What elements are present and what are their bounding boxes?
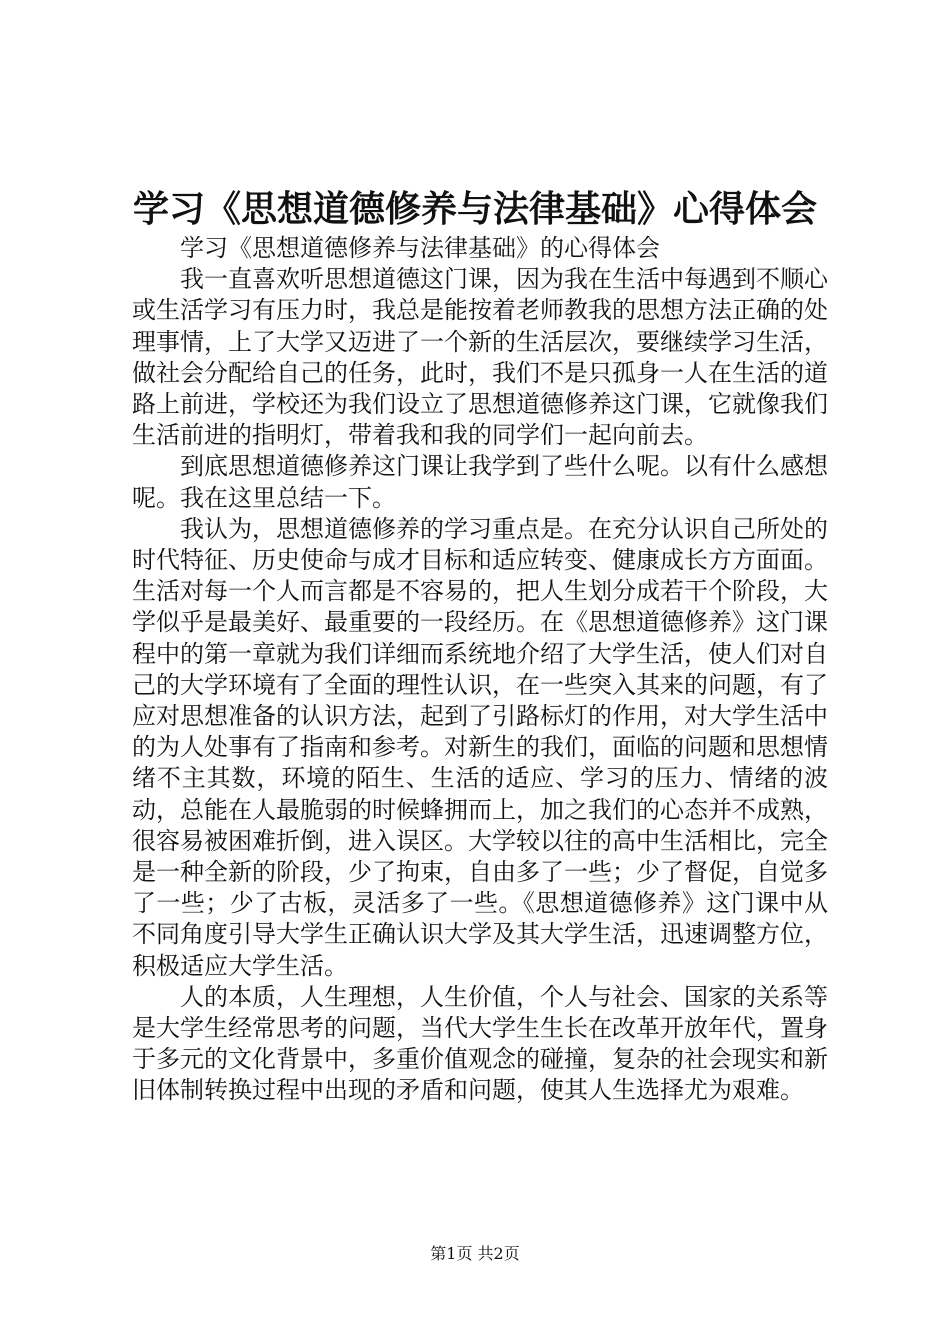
document-body [132,233,828,1107]
paragraph-intro: 我一直喜欢听思想道德这门课，因为我在生活中每遇到不顺心或生活学习有压力时，我总是能按着老师教我的思想方法正确的处理事情，上了大学又迈进了一个新的生活层次，要继续学习生活，做社会分配给自己的任务，此时，我们不是只孤身一人在生活的道路上前进，学校还为我们设立了思想道德修养这门课，它就像我们生活前进的指明灯，带着我和我的同学们一起向前去。 [132,265,828,450]
paragraph-main: 我认为，思想道德修养的学习重点是。在充分认识自己所处的时代特征、历史使命与成才目标和适应转变、健康成长方方面面。生活对每一个人而言都是不容易的，把人生划分成若干个阶段，大学似乎是最美好、最重要的一段经历。在《思想道德修养》这门课程中的第一章就为我们详细而系统地介绍了大学生活，使人们对自己的大学环境有了全面的理性认识，在一些突入其来的问题，有了应对思想准备的认识方法，起到了引路标灯的作用，对大学生活中的为人处事有了指南和参考。对新生的我们，面临的问题和思想情绪不主其数，环境的陌生、生活的适应、学习的压力、情绪的波动，总能在人最脆弱的时候蜂拥而上，加之我们的心态并不成熟，很容易被困难折倒，进入误区。大学较以往的高中生活相比，完全是一种全新的阶段，少了拘束，自由多了一些；少了督促，自觉多了一些；少了古板，灵活多了一些。《思想道德修养》这门课中从不同角度引导大学生正确认识大学及其大学生活，迅速调整方位，积极适应大学生活。 [132,514,828,980]
paragraph-values: 人的本质，人生理想，人生价值，个人与社会、国家的关系等是大学生经常思考的问题，当代大学生生长在改革开放年代，置身于多元的文化背景中，多重价值观念的碰撞，复杂的社会现实和新旧体制转换过程中出现的矛盾和问题，使其人生选择尤为艰难。 [132,982,828,1105]
document-title: 学习《思想道德修养与法律基础》心得体会 [132,188,817,230]
page-number-footer: 第1页 共2页 [430,1244,520,1263]
paragraph-subtitle: 学习《思想道德修养与法律基础》的心得体会 [180,234,660,262]
paragraph-question: 到底思想道德修养这门课让我学到了些什么呢。以有什么感想呢。我在这里总结一下。 [132,452,828,512]
